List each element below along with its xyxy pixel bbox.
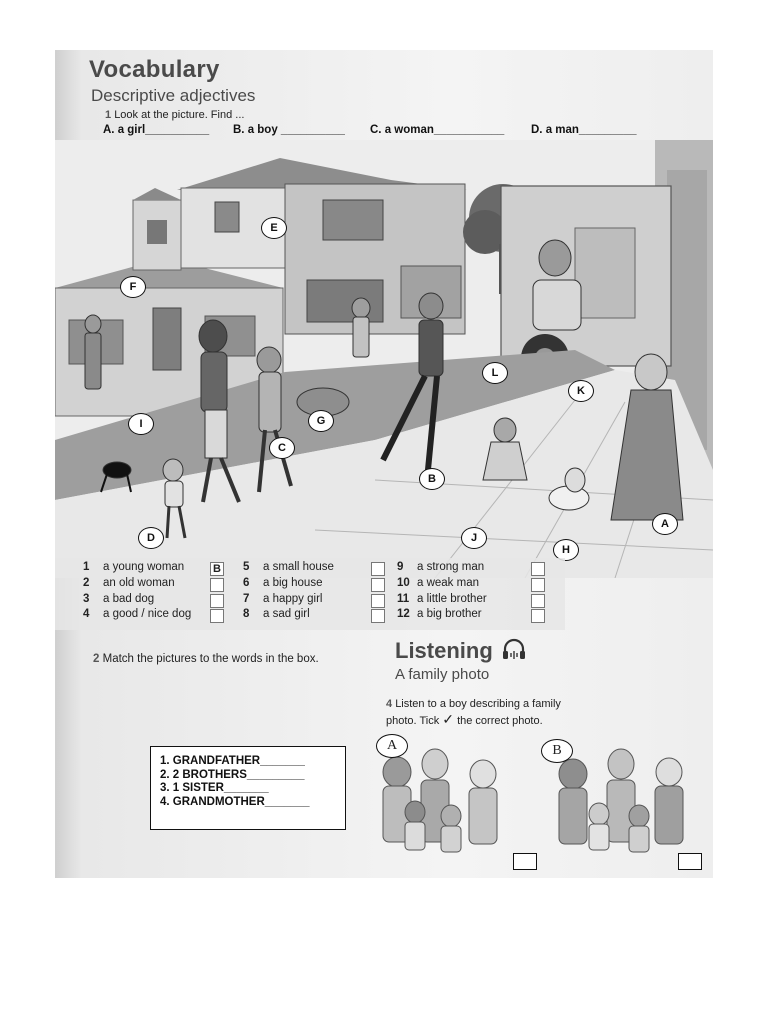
listening-subtitle: A family photo [395,666,490,683]
word-box [150,746,346,830]
picture-marker-l: L [482,362,508,384]
exercise4-line2-start: photo. Tick [386,715,440,727]
worksheet-page [55,50,713,878]
answer-box[interactable] [210,609,224,623]
tick-icon: ✓ [442,711,454,727]
picture-marker-d: D [138,527,164,549]
find-item-c: C. a woman___________ [370,124,505,136]
table-row: 11 a little brother [397,593,487,605]
photo-label-a: A [376,734,408,758]
answer-box[interactable]: B [210,562,224,576]
answer-box[interactable] [371,562,385,576]
photo-label-b: B [541,739,573,763]
street-scene-illustration [55,140,713,578]
picture-marker-j: J [461,527,487,549]
exercise4-line2-end: the correct photo. [457,715,543,727]
exercise1-instruction [105,109,244,121]
find-item-b: B. a boy __________ [233,124,345,136]
answer-box[interactable] [371,578,385,592]
table-row: 4 a good / nice dog [83,608,192,620]
word-item: 2. 2 BROTHERS_________ [160,768,305,781]
exercise4-instruction [386,697,561,729]
word-item: 1. GRANDFATHER_______ [160,755,305,767]
answer-box[interactable] [531,578,545,592]
picture-marker-b: B [419,468,445,490]
word-item: 3. 1 SISTER_______ [160,782,269,794]
answer-box[interactable] [531,562,545,576]
answer-box[interactable] [210,594,224,608]
picture-marker-h: H [553,539,579,561]
table-row: 6 a big house [243,577,323,589]
find-item-a: A. a girl__________ [103,124,210,136]
photo-a-tick-box[interactable] [513,853,537,870]
table-row: 12 a big brother [397,608,482,620]
answer-box[interactable] [531,609,545,623]
exercise2-text: Match the pictures to the words in the box. [102,653,319,665]
headphones-icon [501,638,527,660]
vocabulary-title: Vocabulary [89,56,220,83]
picture-marker-a: A [652,513,678,535]
exercise1-text: Look at the picture. Find ... [114,109,245,121]
picture-marker-k: K [568,380,594,402]
answer-box[interactable] [371,594,385,608]
find-item-d: D. a man_________ [531,124,637,136]
exercise2-number: 2 [93,653,100,665]
table-row: 3 a bad dog [83,593,155,605]
picture-marker-i: I [128,413,154,435]
table-row: 8 a sad girl [243,608,310,620]
table-row: 2 an old woman [83,577,175,589]
vocabulary-subtitle: Descriptive adjectives [91,86,256,105]
picture-marker-f: F [120,276,146,298]
table-row: 5 a small house [243,561,334,573]
family-photos-illustration [377,740,707,860]
picture-marker-c: C [269,437,295,459]
picture-marker-g: G [308,410,334,432]
answer-box[interactable] [210,578,224,592]
word-item: 4. GRANDMOTHER_______ [160,795,310,808]
exercise4-number: 4 [386,698,393,710]
table-row: 1 a young woman [83,561,185,573]
listening-title: Listening [395,638,527,664]
table-row: 7 a happy girl [243,593,323,605]
exercise4-line1: Listen to a boy describing a family [395,698,561,710]
photo-b-tick-box[interactable] [678,853,702,870]
answer-box[interactable] [371,609,385,623]
table-row: 9 a strong man [397,561,485,573]
table-row: 10 a weak man [397,577,480,589]
exercise1-number: 1 [105,109,112,121]
exercise2-instruction [93,653,319,665]
picture-marker-e: E [261,217,287,239]
answer-box[interactable] [531,594,545,608]
